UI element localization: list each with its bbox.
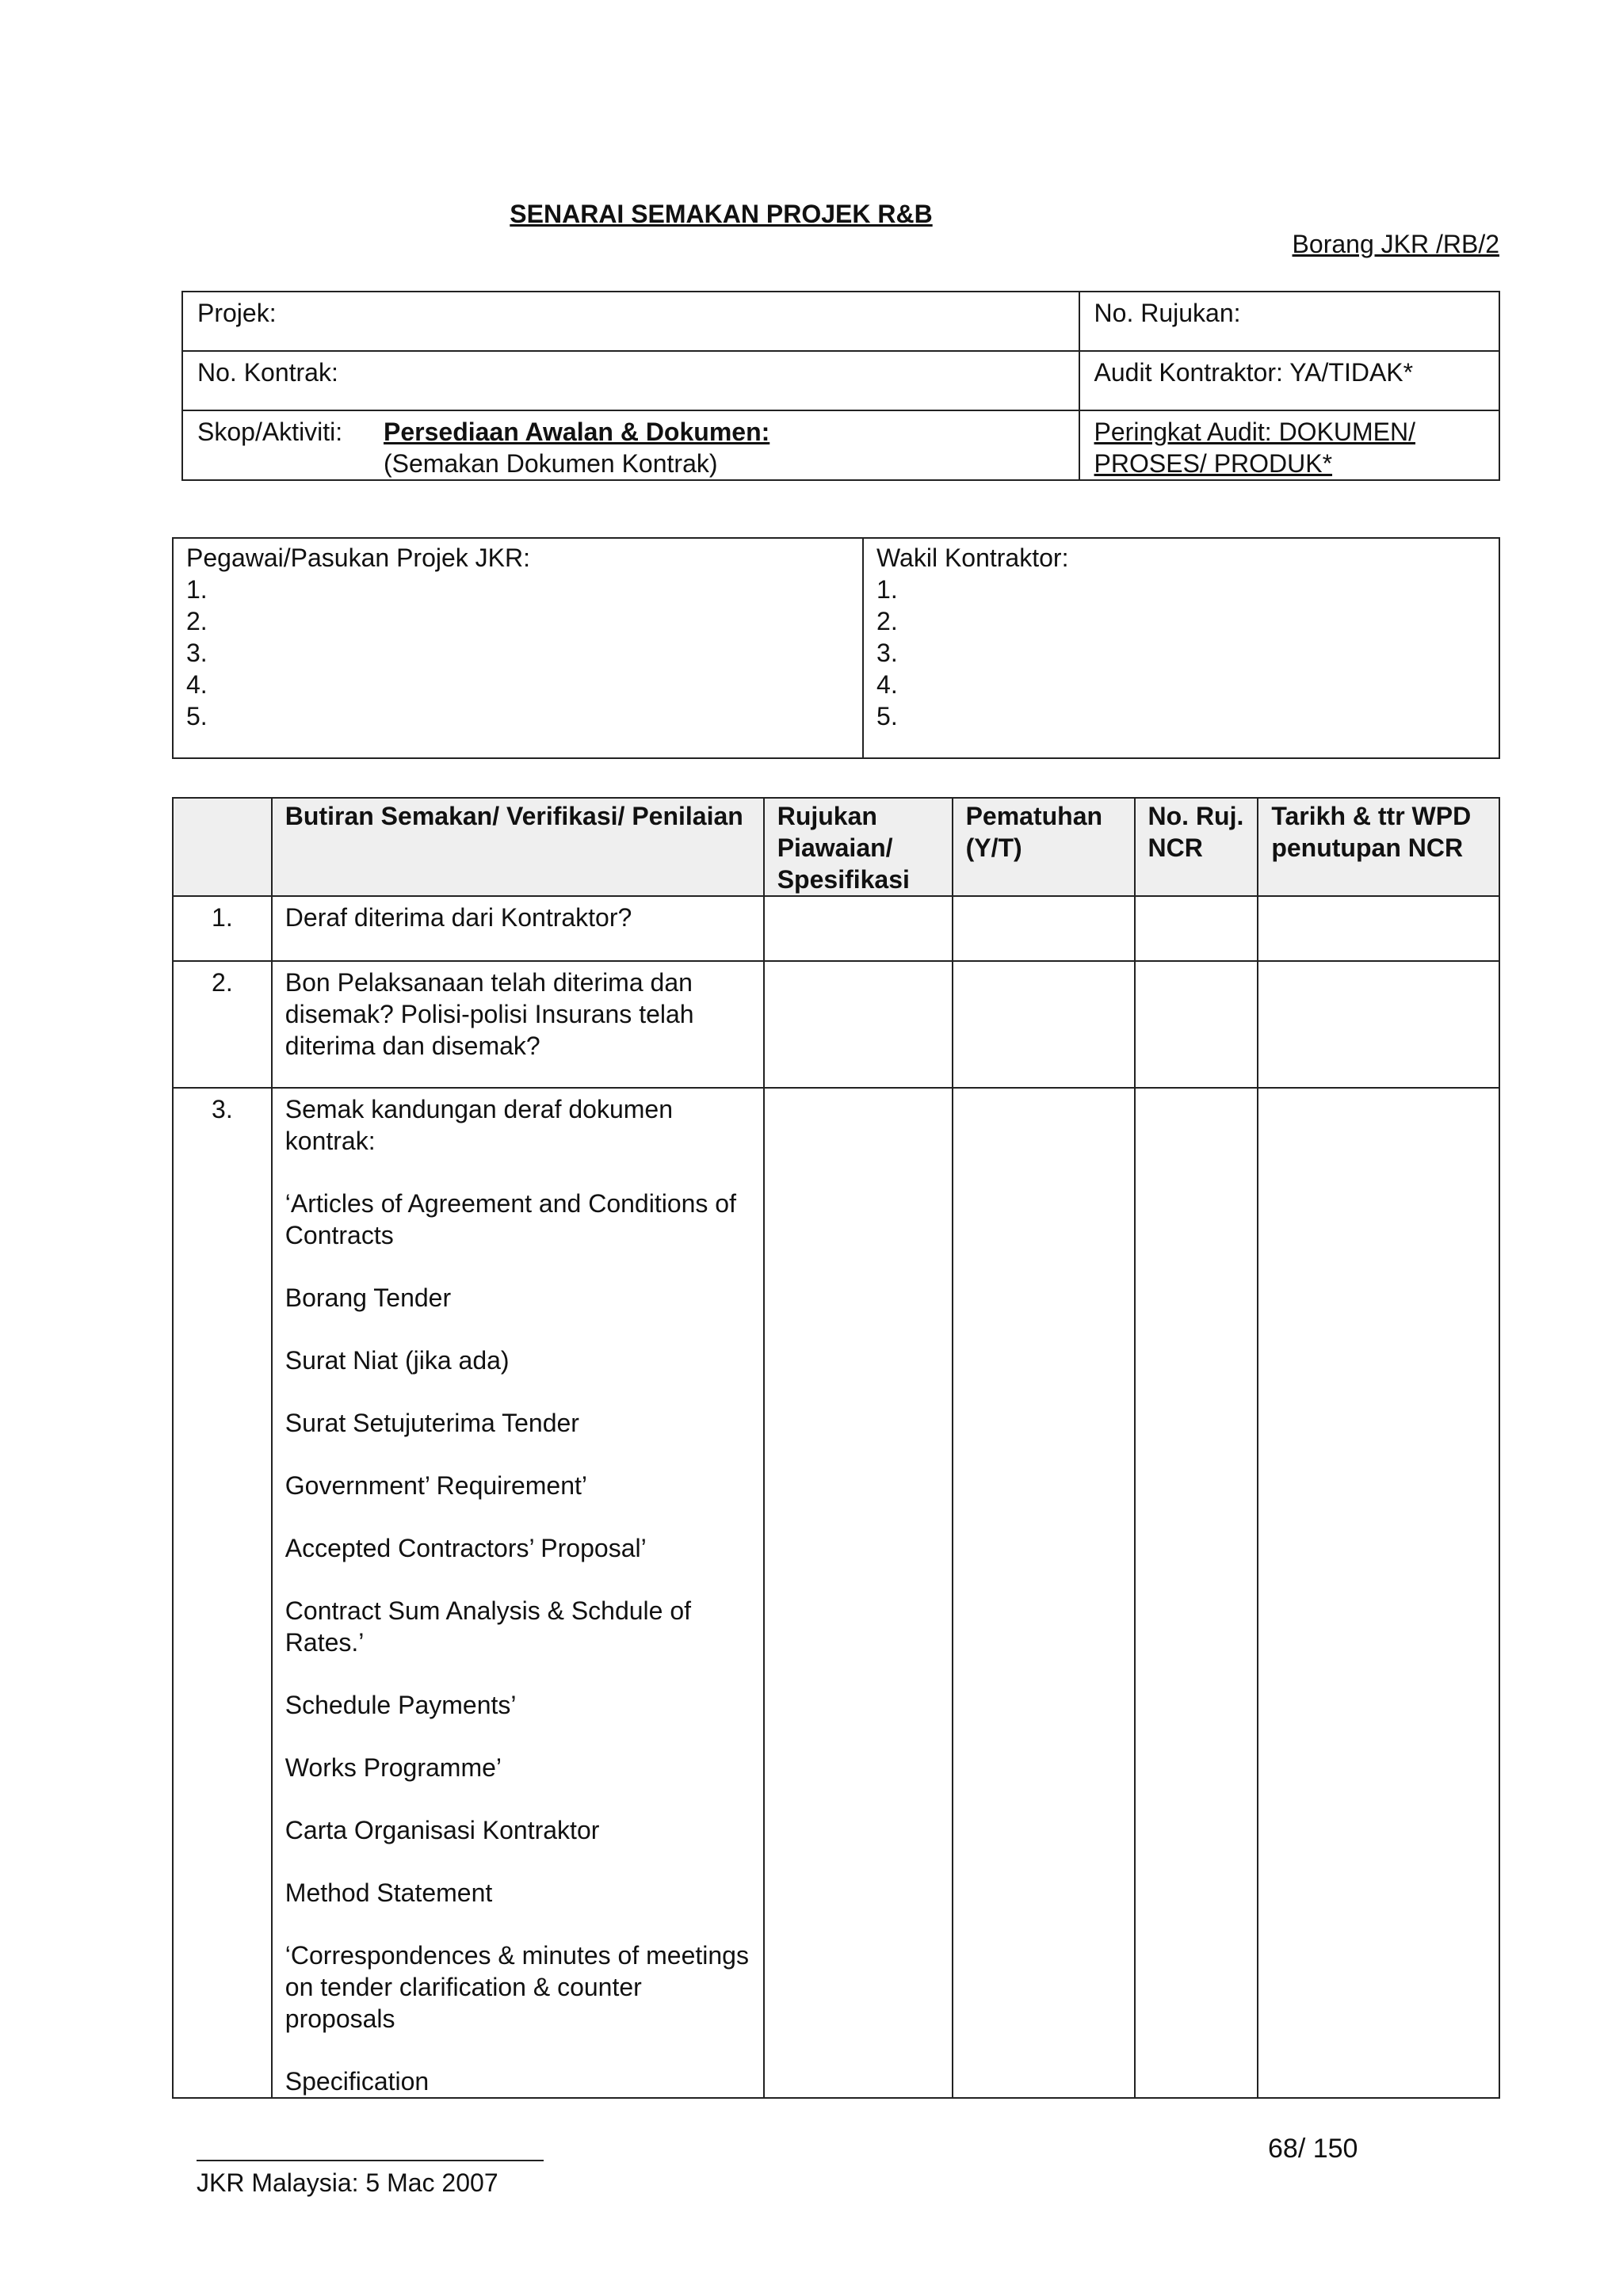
header-pematuhan: Pematuhan (Y/T): [953, 798, 1135, 896]
contractor-team-item: 1.: [876, 575, 898, 604]
table-row: [173, 1088, 1499, 2098]
no-ruj-cell[interactable]: [1135, 896, 1258, 961]
peringkat-audit-line1: Peringkat Audit: DOKUMEN/: [1094, 418, 1416, 446]
tarikh-cell[interactable]: [1258, 1088, 1499, 2098]
row-description: [272, 1088, 764, 2098]
contractor-team-label: Wakil Kontraktor:: [876, 543, 1069, 572]
tarikh-cell[interactable]: [1258, 961, 1499, 1088]
contract-document-item: Method Statement: [285, 1878, 493, 1907]
contract-document-item: Specification: [285, 2067, 430, 2096]
no-rujukan-label: No. Rujukan:: [1094, 299, 1241, 327]
audit-kontraktor-label: Audit Kontraktor: YA/TIDAK*: [1094, 358, 1414, 387]
jkr-team-item: 4.: [186, 670, 208, 699]
row-number: 2.: [173, 961, 272, 1088]
project-info-table: [181, 291, 1500, 481]
contractor-team-cell[interactable]: [863, 538, 1499, 758]
table-row: [173, 961, 1499, 1088]
contract-document-item: Works Programme’: [285, 1753, 502, 1782]
contract-document-item: ‘Articles of Agreement and Conditions of Contracts: [285, 1189, 736, 1249]
rujukan-cell[interactable]: [764, 896, 953, 961]
table-row: [173, 896, 1499, 961]
tarikh-cell[interactable]: [1258, 896, 1499, 961]
footer-org-date: JKR Malaysia: 5 Mac 2007: [197, 2168, 498, 2197]
row-number: 3.: [173, 1088, 272, 2098]
no-kontrak-field[interactable]: [182, 351, 1079, 410]
header-tarikh: Tarikh & ttr WPD penutupan NCR: [1258, 798, 1499, 896]
projek-field[interactable]: [182, 292, 1079, 351]
contract-document-item: Contract Sum Analysis & Schdule of Rates.’: [285, 1596, 692, 1657]
contractor-team-item: 2.: [876, 607, 898, 635]
checklist-header-row: [173, 798, 1499, 896]
pematuhan-cell[interactable]: [953, 961, 1135, 1088]
skop-field: [182, 410, 1079, 480]
no-rujukan-field[interactable]: [1079, 292, 1499, 351]
contract-document-item: Schedule Payments’: [285, 1691, 517, 1719]
form-reference: Borang JKR /RB/2: [1292, 230, 1499, 258]
audit-kontraktor-field[interactable]: [1079, 351, 1499, 410]
header-no-ruj: No. Ruj. NCR: [1135, 798, 1258, 896]
contract-document-item: ‘Correspondences & minutes of meetings on tender clarification & counter proposals: [285, 1941, 749, 2033]
contractor-team-item: 4.: [876, 670, 898, 699]
contract-document-item: Government’ Requirement’: [285, 1471, 587, 1500]
no-ruj-cell[interactable]: [1135, 961, 1258, 1088]
contract-document-item: Accepted Contractors’ Proposal’: [285, 1534, 647, 1562]
header-no: [173, 798, 272, 896]
contract-document-item: Carta Organisasi Kontraktor: [285, 1816, 600, 1844]
pematuhan-cell[interactable]: [953, 896, 1135, 961]
rujukan-cell[interactable]: [764, 961, 953, 1088]
jkr-team-item: 5.: [186, 702, 208, 730]
skop-subtitle: (Semakan Dokumen Kontrak): [384, 449, 718, 478]
contract-document-item: Borang Tender: [285, 1283, 452, 1312]
checklist-table: [172, 797, 1500, 2099]
header-butiran: Butiran Semakan/ Verifikasi/ Penilaian: [272, 798, 764, 896]
contractor-team-item: 5.: [876, 702, 898, 730]
no-ruj-cell[interactable]: [1135, 1088, 1258, 2098]
row-number: 1.: [173, 896, 272, 961]
jkr-team-item: 1.: [186, 575, 208, 604]
footer-divider: [197, 2160, 544, 2161]
document-title: SENARAI SEMAKAN PROJEK R&B: [510, 200, 933, 228]
header-rujukan: Rujukan Piawaian/ Spesifikasi: [764, 798, 953, 896]
contractor-team-item: 3.: [876, 639, 898, 667]
page-number: 68/ 150: [1268, 2134, 1358, 2164]
no-kontrak-label: No. Kontrak:: [197, 358, 338, 387]
skop-label: Skop/Aktiviti:: [197, 418, 343, 446]
row-description: Bon Pelaksanaan telah diterima dan disemak? Polisi-polisi Insurans telah diterima dan disemak?: [272, 961, 764, 1088]
jkr-team-item: 3.: [186, 639, 208, 667]
contract-document-item: Surat Niat (jika ada): [285, 1346, 510, 1375]
pematuhan-cell[interactable]: [953, 1088, 1135, 2098]
row-description: Deraf diterima dari Kontraktor?: [272, 896, 764, 961]
jkr-team-item: 2.: [186, 607, 208, 635]
contract-document-item: Surat Setujuterima Tender: [285, 1409, 579, 1437]
jkr-team-cell[interactable]: [173, 538, 863, 758]
skop-value: Persediaan Awalan & Dokumen:: [384, 418, 770, 446]
peringkat-audit-line2: PROSES/ PRODUK*: [1094, 449, 1333, 478]
team-table: [172, 537, 1500, 759]
peringkat-audit-field: [1079, 410, 1499, 480]
projek-label: Projek:: [197, 299, 277, 327]
jkr-team-label: Pegawai/Pasukan Projek JKR:: [186, 543, 530, 572]
rujukan-cell[interactable]: [764, 1088, 953, 2098]
row3-intro: Semak kandungan deraf dokumen kontrak:: [285, 1095, 673, 1155]
